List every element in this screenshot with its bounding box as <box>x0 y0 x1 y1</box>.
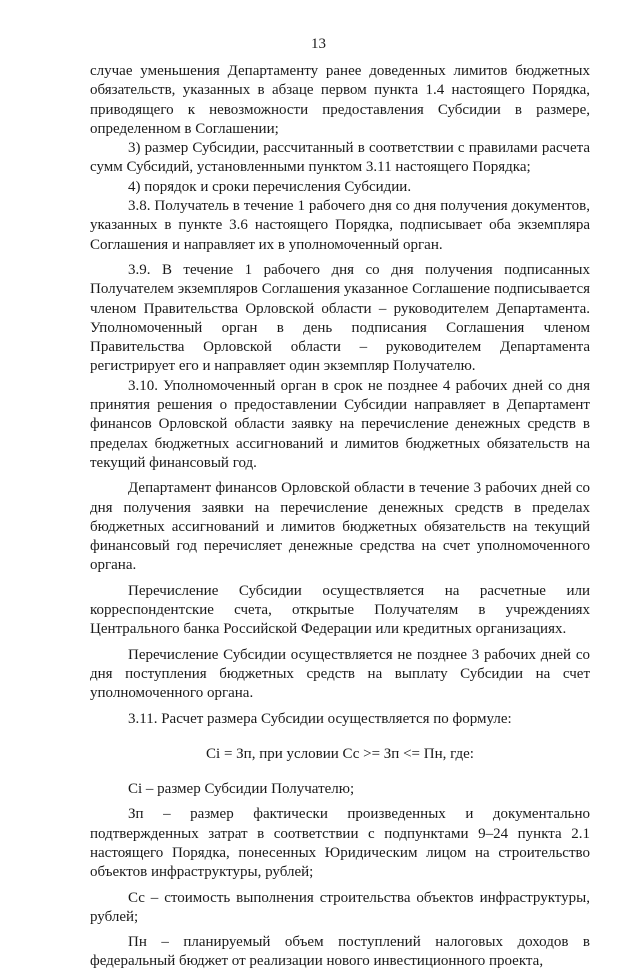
clause-3-8: 3.8. Получатель в течение 1 рабочего дня со дня получения документов, указанных в пункте 3.6 настоящего Порядка, подписывает оба экземпляра Соглашения и направляет их в уполномоченный орган. <box>90 198 590 253</box>
paragraph-transfer-accounts: Перечисление Субсидии осуществляется на расчетные или корреспондентские счета, открытые Получателям в учреждениях Центрального банка Российской Федерации или кредитных организациях. <box>90 582 590 638</box>
paragraph-finance-department: Департамент финансов Орловской области в течение 3 рабочих дней со дня получения заявки на перечисление денежных средств в пределах бюджетных ассигнований и лимитов бюджетных обязательств на текущий финансовый год перечисляет денежные средства на счет уполномоченного органа. <box>90 480 590 574</box>
paragraph-continuation: случае уменьшения Департаменту ранее доведенных лимитов бюджетных обязательств, указанных в абзаце первом пункта 1.4 настоящего Порядка, приводящего к невозможности предоставления Субсидии в размере, определенном в Соглашении; <box>90 63 590 137</box>
definition-zp: Зп – размер фактически произведенных и документально подтвержденных затрат в соответствии с подпунктами 9–24 пункта 2.1 настоящего Порядка, понесенных Юридическим лицом на строительство объектов инфраструктуры, рублей; <box>90 806 590 881</box>
list-item-3: 3) размер Субсидии, рассчитанный в соответствии с правилами расчета сумм Субсидий, установленными пунктом 3.11 настоящего Порядка; <box>90 140 590 176</box>
list-item-4: 4) порядок и сроки перечисления Субсидии. <box>128 178 412 195</box>
definition-ss: Сс – стоимость выполнения строительства объектов инфраструктуры, рублей; <box>90 889 590 925</box>
clause-3-11: 3.11. Расчет размера Субсидии осуществляется по формуле: <box>128 710 512 727</box>
definition-ci: Сi – размер Субсидии Получателю; <box>128 781 355 798</box>
paragraph-transfer-deadline: Перечисление Субсидии осуществляется не позднее 3 рабочих дней со дня поступления бюджетных средств на выплату Субсидии на счет уполномоченного органа. <box>90 646 590 702</box>
page-number: 13 <box>311 36 326 52</box>
document-body <box>90 62 590 972</box>
clause-3-9: 3.9. В течение 1 рабочего дня со дня получения подписанных Получателем экземпляров Соглашения указанное Соглашение подписывается членом Правительства Орловской области – руководителем Департамента. Уполномоченный орган в день подписания Соглашения членом Правительства Орловской области – руководителем Департамента регистрирует его и направляет один экземпляр Получателю. <box>90 261 590 375</box>
clause-3-10: 3.10. Уполномоченный орган в срок не позднее 4 рабочих дней со дня принятия решения о предоставлении Субсидии направляет в Департамент финансов Орловской области заявку на перечисление денежных средств в пределах бюджетных ассигнований и лимитов бюджетных обязательств на текущий финансовый год. <box>90 377 590 471</box>
definition-pn: Пн – планируемый объем поступлений налоговых доходов в федеральный бюджет от реализации нового инвестиционного проекта, <box>90 934 590 970</box>
subsidy-formula: Сi = Зп, при условии Сс >= Зп <= Пн, где: <box>206 745 474 762</box>
